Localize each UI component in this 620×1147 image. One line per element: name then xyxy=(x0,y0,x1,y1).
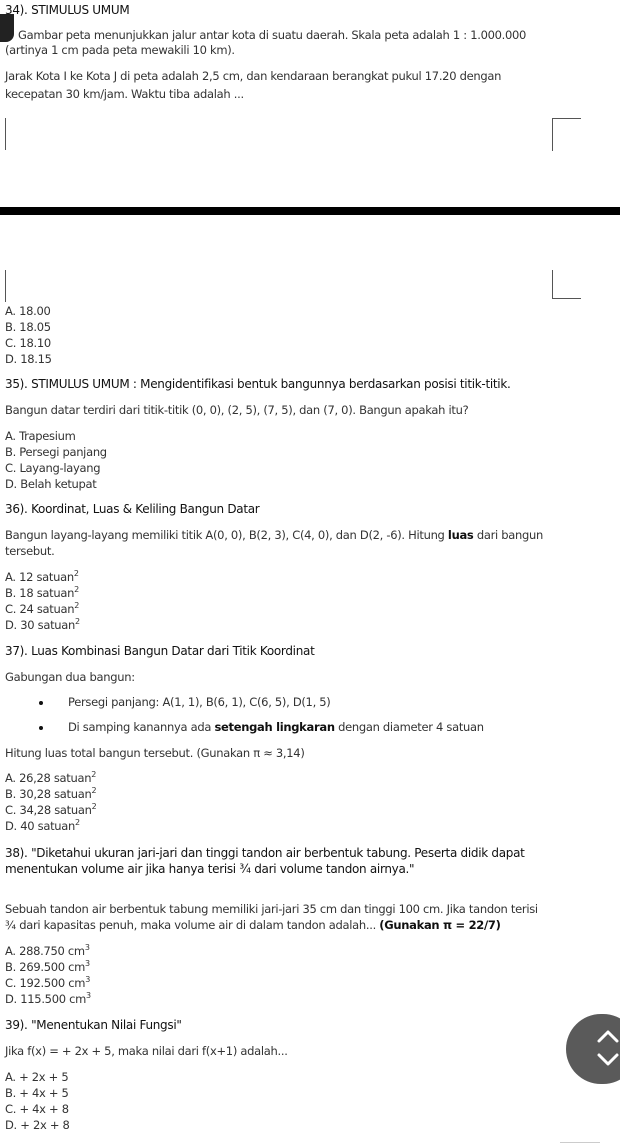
q34-option-b[interactable]: B. 18.05 xyxy=(5,320,51,334)
q34-line1: Gambar peta menunjukkan jalur antar kota di suatu daerah. Skala peta adalah 1 : 1.000.000 xyxy=(18,28,527,42)
q37-option-c[interactable] xyxy=(5,802,96,818)
q39-option-a[interactable]: A. + 2x + 5 xyxy=(5,1070,69,1084)
q34-heading: 34). STIMULUS UMUM xyxy=(5,3,130,17)
q38-option-b-text: B. 269.500 cm xyxy=(5,960,86,974)
q34-line4: kecepatan 30 km/jam. Waktu tiba adalah ... xyxy=(5,87,244,101)
q37-bullet1: Persegi panjang: A(1, 1), B(6, 1), C(6, 5), D(1, 5) xyxy=(68,695,331,709)
q36-option-d-text: D. 30 satuan xyxy=(5,618,76,632)
q37-bullet2-bold: setengah lingkaran xyxy=(214,720,335,734)
q38-line2-text: ¾ dari kapasitas penuh, maka volume air di dalam tandon adalah... xyxy=(5,918,380,932)
q37-option-b-text: B. 30,28 satuan xyxy=(5,787,92,801)
q38-heading-line2: menentukan volume air jika hanya terisi ¾ dari volume tandon airnya." xyxy=(5,862,415,876)
q34-option-d[interactable]: D. 18.15 xyxy=(5,352,52,366)
q36-option-d[interactable] xyxy=(5,617,80,633)
q36-option-b-text: B. 18 satuan xyxy=(5,586,75,600)
q36-line1-bold: luas xyxy=(447,528,474,542)
q38-heading-line1: 38). "Diketahui ukuran jari-jari dan tinggi tandon air berbentuk tabung. Peserta didik dapat xyxy=(5,846,525,860)
q38-option-b-sup: 3 xyxy=(85,959,90,969)
q38-option-c[interactable] xyxy=(5,975,90,991)
image-frame-top-left xyxy=(5,118,7,150)
q36-option-c[interactable] xyxy=(5,601,79,617)
q36-option-a[interactable] xyxy=(5,569,79,585)
q37-option-a-text: A. 26,28 satuan xyxy=(5,771,92,785)
q37-option-d[interactable] xyxy=(5,818,80,834)
q36-option-a-sup: 2 xyxy=(73,569,79,579)
q37-option-a[interactable] xyxy=(5,770,96,786)
bullet-dot-icon xyxy=(39,726,43,730)
q38-option-a-sup: 3 xyxy=(84,943,90,953)
image-frame-bottom-left xyxy=(5,270,7,302)
q37-heading: 37). Luas Kombinasi Bangun Datar dari Titik Koordinat xyxy=(5,644,315,658)
image-frame-bottom-right xyxy=(552,270,581,299)
q39-option-b[interactable]: B. + 4x + 5 xyxy=(5,1086,69,1100)
q37-bullet2 xyxy=(68,720,484,734)
image-frame-top-right xyxy=(552,118,581,151)
q36-line2: tersebut. xyxy=(5,544,55,558)
q37-option-d-text: D. 40 satuan xyxy=(5,819,76,833)
q37-bullet2-text-c: dengan diameter 4 satuan xyxy=(334,720,484,734)
q34-option-a[interactable]: A. 18.00 xyxy=(5,304,51,318)
chevron-down-icon[interactable] xyxy=(596,1052,620,1068)
q34-option-c[interactable]: C. 18.10 xyxy=(5,336,51,350)
q37-option-d-sup: 2 xyxy=(75,818,80,828)
q37-bullet2-text-a: Di samping kanannya ada xyxy=(68,720,215,734)
q34-line2: (artinya 1 cm pada peta mewakili 10 km). xyxy=(5,43,235,57)
q35-option-a[interactable]: A. Trapesium xyxy=(5,429,76,443)
q36-option-c-text: C. 24 satuan xyxy=(5,602,75,616)
q36-option-a-text: A. 12 satuan xyxy=(5,570,74,584)
q38-line1: Sebuah tandon air berbentuk tabung memiliki jari-jari 35 cm dan tinggi 100 cm. Jika tandon terisi xyxy=(5,902,538,916)
q39-heading: 39). "Menentukan Nilai Fungsi" xyxy=(5,1018,182,1032)
q39-line1: Jika f(x) = + 2x + 5, maka nilai dari f(x+1) adalah... xyxy=(5,1044,288,1058)
q37-option-b-sup: 2 xyxy=(91,786,97,796)
q36-line1 xyxy=(5,528,543,542)
chevron-up-icon[interactable] xyxy=(596,1028,620,1044)
q38-option-c-sup: 3 xyxy=(85,975,90,985)
q36-option-b-sup: 2 xyxy=(74,585,79,595)
q38-line2 xyxy=(5,918,501,932)
q37-option-a-sup: 2 xyxy=(91,770,97,780)
q38-option-a-text: A. 288.750 cm xyxy=(5,944,85,958)
q34-line3: Jarak Kota I ke Kota J di peta adalah 2,5 cm, dan kendaraan berangkat pukul 17.20 dengan xyxy=(5,69,502,83)
q38-option-a[interactable] xyxy=(5,943,90,959)
q37-line2: Hitung luas total bangun tersebut. (Gunakan π ≈ 3,14) xyxy=(5,746,305,760)
q35-option-b[interactable]: B. Persegi panjang xyxy=(5,445,107,459)
corner-marker xyxy=(0,14,14,42)
q36-option-b[interactable] xyxy=(5,585,79,601)
q37-option-c-sup: 2 xyxy=(91,802,97,812)
q38-option-b[interactable] xyxy=(5,959,90,975)
q37-option-b[interactable] xyxy=(5,786,96,802)
q35-option-d[interactable]: D. Belah ketupat xyxy=(5,477,97,491)
q39-option-d[interactable]: D. + 2x + 8 xyxy=(5,1118,70,1132)
q36-line1-text-c: dari bangun xyxy=(473,528,543,542)
q36-option-d-sup: 2 xyxy=(75,617,80,627)
page-edge-line xyxy=(560,1142,600,1144)
q37-option-c-text: C. 34,28 satuan xyxy=(5,803,92,817)
q38-option-c-text: C. 192.500 cm xyxy=(5,976,86,990)
bullet-dot-icon xyxy=(39,701,43,705)
q36-heading: 36). Koordinat, Luas & Keliling Bangun Datar xyxy=(5,502,260,516)
q38-line2-bold: (Gunakan π = 22/7) xyxy=(379,918,501,932)
q35-option-c[interactable]: C. Layang-layang xyxy=(5,461,101,475)
q36-option-c-sup: 2 xyxy=(74,601,79,611)
q38-option-d-sup: 3 xyxy=(86,991,91,1001)
image-divider-bar xyxy=(0,207,620,215)
q35-heading: 35). STIMULUS UMUM : Mengidentifikasi bentuk bangunnya berdasarkan posisi titik-titik. xyxy=(5,377,511,391)
q35-line1: Bangun datar terdiri dari titik-titik (0, 0), (2, 5), (7, 5), dan (7, 0). Bangun apakah itu? xyxy=(5,403,469,417)
q37-line1: Gabungan dua bangun: xyxy=(5,670,135,684)
q39-option-c[interactable]: C. + 4x + 8 xyxy=(5,1102,69,1116)
scroll-nav-button[interactable] xyxy=(566,1014,620,1084)
q38-option-d[interactable] xyxy=(5,991,91,1007)
q38-option-d-text: D. 115.500 cm xyxy=(5,992,87,1006)
q36-line1-text-a: Bangun layang-layang memiliki titik A(0, 0), B(2, 3), C(4, 0), dan D(2, -6). Hitung xyxy=(5,528,448,542)
